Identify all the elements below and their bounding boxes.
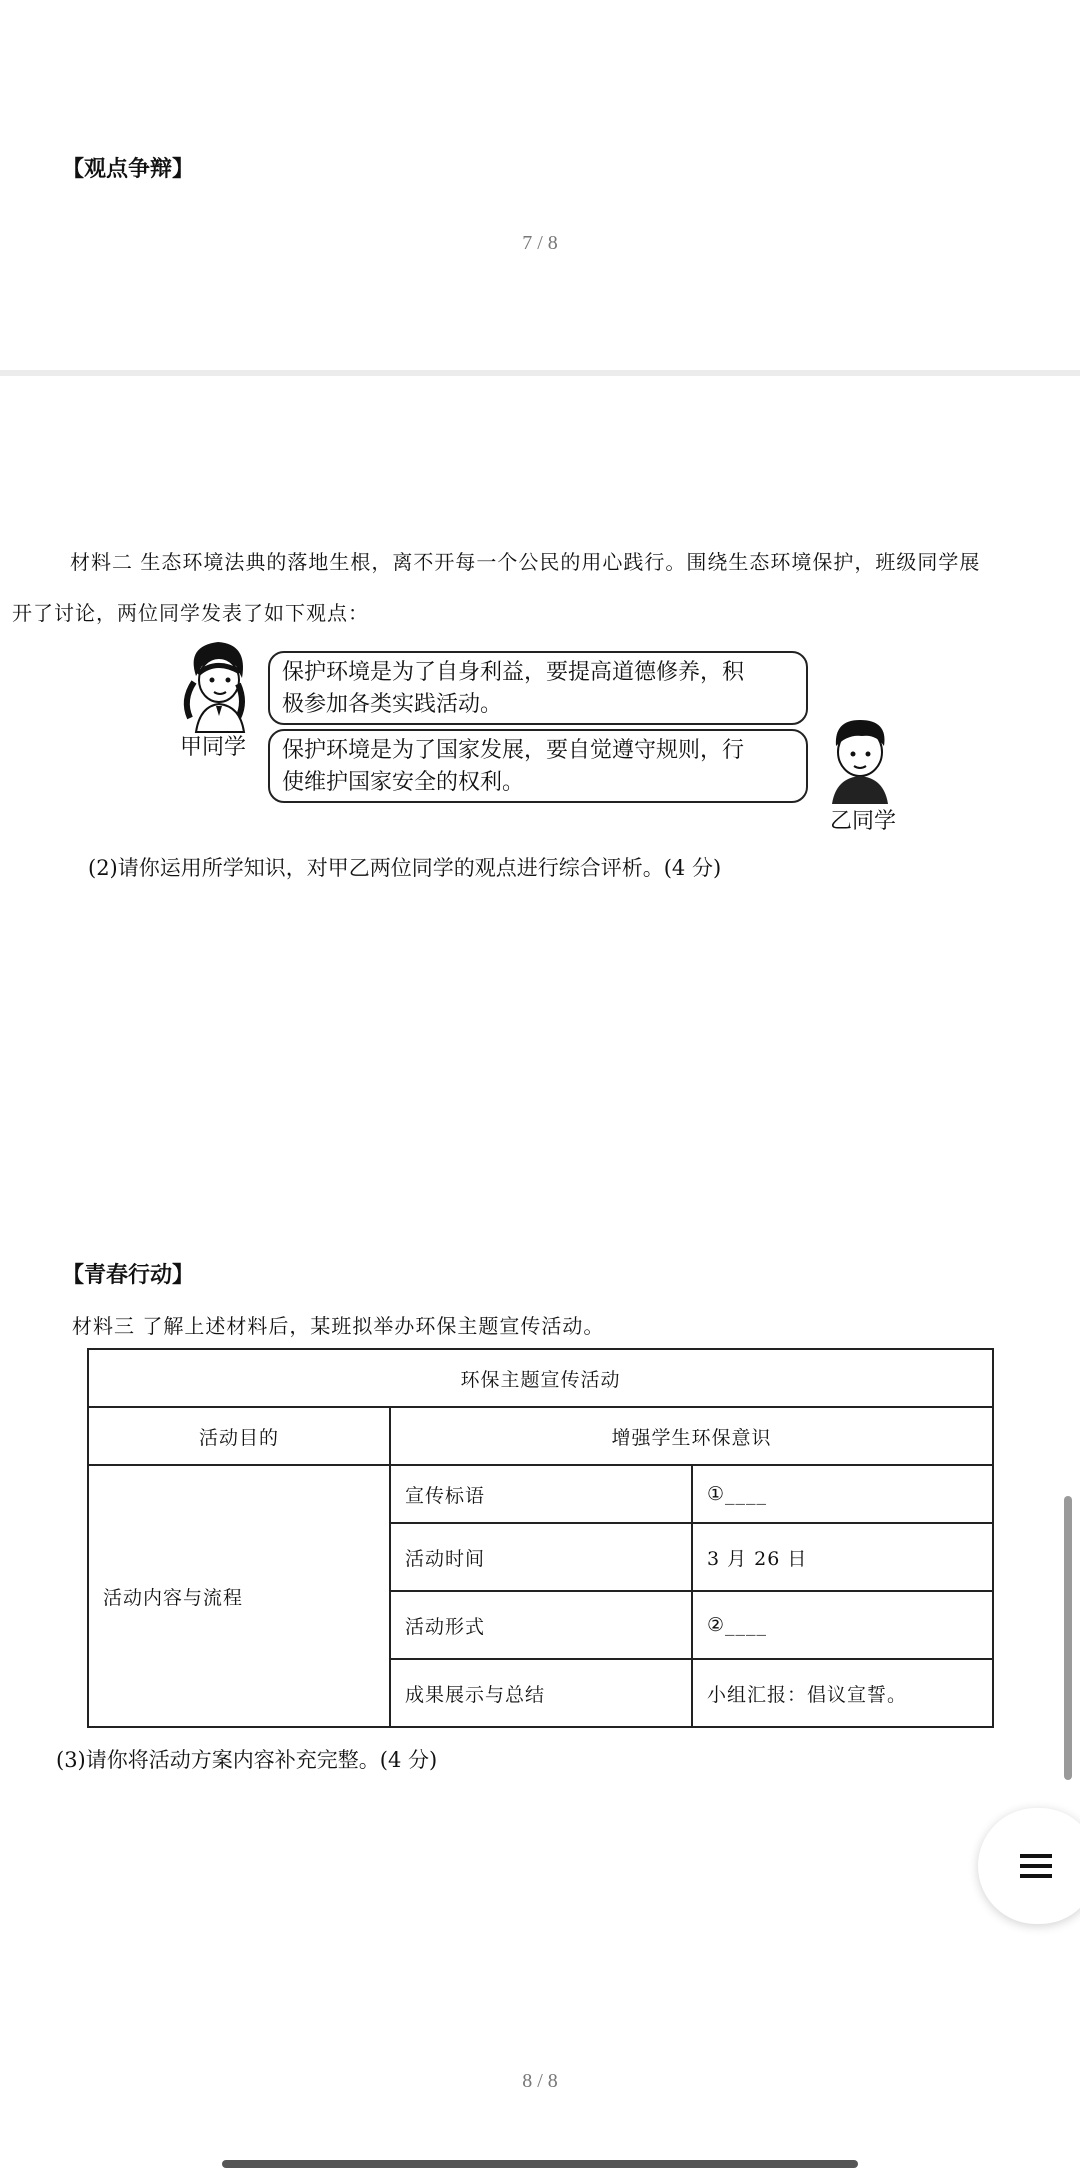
content-label: 活动内容与流程	[88, 1465, 390, 1727]
question-2: (2)请你运用所学知识，对甲乙两位同学的观点进行综合评析。(4 分)	[88, 856, 722, 880]
student-a-line1: 保护环境是为了自身利益，要提高道德修养，积	[282, 660, 745, 685]
section-title-debate: 【观点争辩】	[62, 157, 195, 182]
student-a-label: 甲同学	[180, 735, 247, 760]
row-label-time: 活动时间	[390, 1523, 692, 1591]
row-label-summary: 成果展示与总结	[390, 1659, 692, 1727]
row-value-form-blank: ②____	[692, 1591, 993, 1659]
table-row	[88, 1465, 993, 1523]
section-title-youth-action: 【青春行动】	[62, 1263, 195, 1288]
student-b-illustration	[818, 712, 900, 804]
hamburger-menu-icon	[1020, 1852, 1052, 1880]
material2-line2: 开了讨论，两位同学发表了如下观点：	[12, 601, 369, 625]
home-indicator[interactable]	[222, 2160, 858, 2168]
table-row-purpose	[88, 1407, 993, 1465]
table-title: 环保主题宣传活动	[88, 1349, 993, 1407]
row-value-slogan-blank: ①____	[692, 1465, 993, 1523]
row-value-summary: 小组汇报：倡议宣誓。	[692, 1659, 993, 1727]
student-a-illustration	[176, 636, 262, 734]
question-3: (3)请你将活动方案内容补充完整。(4 分)	[56, 1748, 438, 1772]
vertical-scrollbar[interactable]	[1064, 1496, 1072, 1780]
menu-button[interactable]	[978, 1808, 1080, 1924]
material2-line1: 材料二 生态环境法典的落地生根，离不开每一个公民的用心践行。围绕生态环境保护，班级同学展	[70, 550, 981, 574]
material3-text: 材料三 了解上述材料后，某班拟举办环保主题宣传活动。	[72, 1314, 605, 1338]
page-number-8: 8 / 8	[522, 2070, 558, 2092]
student-b-line1: 保护环境是为了国家发展，要自觉遵守规则，行	[282, 738, 745, 763]
student-b-label: 乙同学	[830, 809, 897, 834]
student-b-line2: 使维护国家安全的权利。	[282, 770, 525, 795]
student-a-speech-bubble	[268, 651, 808, 725]
row-label-form: 活动形式	[390, 1591, 692, 1659]
row-label-slogan: 宣传标语	[390, 1465, 692, 1523]
purpose-value: 增强学生环保意识	[390, 1407, 993, 1465]
student-b-speech-bubble	[268, 729, 808, 803]
activity-plan-table	[87, 1348, 994, 1728]
purpose-label: 活动目的	[88, 1407, 390, 1465]
page-number-7: 7 / 8	[522, 232, 558, 254]
row-value-time: 3 月 26 日	[692, 1523, 993, 1591]
page-separator	[0, 370, 1080, 376]
table-title-row	[88, 1349, 993, 1407]
student-a-line2: 极参加各类实践活动。	[282, 692, 503, 717]
